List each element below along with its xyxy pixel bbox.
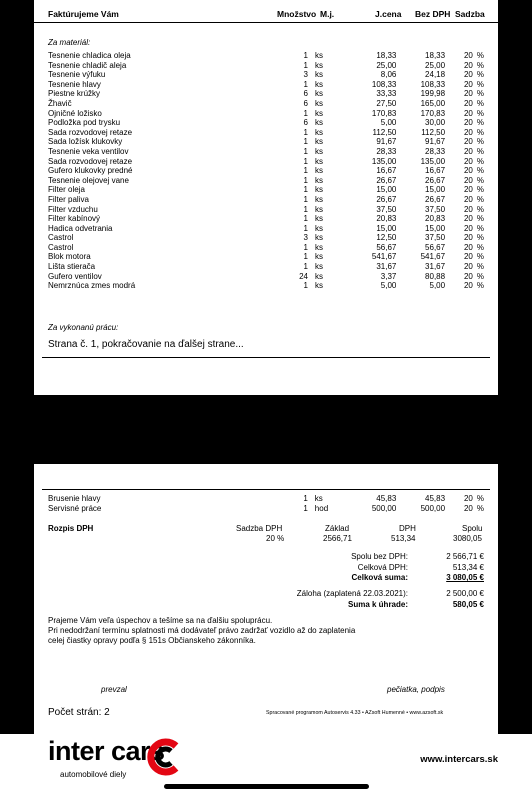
item-name: Tesnenie veka ventilov <box>48 146 129 156</box>
item-unit: ks <box>314 79 323 89</box>
page-divider <box>42 357 490 358</box>
item-unit: ks <box>314 70 323 80</box>
item-percent-sign: % <box>476 118 484 128</box>
item-unit: ks <box>314 252 323 262</box>
deposit-value: 2 500,00 € <box>446 589 484 598</box>
item-percent-sign: % <box>476 60 484 70</box>
item-total: 15,00 <box>425 185 446 195</box>
item-vat-rate: 20 <box>463 242 473 252</box>
vat-total-label: Spolu <box>462 524 483 533</box>
item-total: 20,83 <box>425 214 446 224</box>
item-unit-price: 20,83 <box>376 214 397 224</box>
item-total: 80,88 <box>425 271 446 281</box>
item-name: Tesnenie výfuku <box>48 70 106 80</box>
item-quantity: 1 <box>303 79 308 89</box>
item-unit: ks <box>314 127 323 137</box>
item-name: Podložka pod trysku <box>48 118 121 128</box>
vat-base-label: Základ <box>325 524 350 533</box>
item-vat-rate: 20 <box>463 60 473 70</box>
header-unit-price: J.cena <box>375 9 402 19</box>
table-row <box>48 205 484 215</box>
item-name: Nemrznúca zmes modrá <box>48 281 136 291</box>
item-quantity: 3 <box>303 233 308 243</box>
table-row <box>48 195 484 205</box>
subtotal-label: Spolu bez DPH: <box>351 552 408 561</box>
item-vat-rate: 20 <box>463 233 473 243</box>
header-unit: M.j. <box>320 9 335 19</box>
subtotal-value: 2 566,71 € <box>446 552 484 561</box>
table-row <box>48 224 484 234</box>
vat-total-value: 3080,05 <box>453 534 482 543</box>
continuation-note: Strana č. 1, pokračovanie na ďalšej strane... <box>48 339 244 350</box>
table-row <box>48 89 484 99</box>
table-row <box>48 166 484 176</box>
item-name: Tesnenie olejovej vane <box>48 175 129 185</box>
table-row <box>48 176 484 186</box>
item-percent-sign: % <box>476 175 484 185</box>
item-name: Gufero klukovky predné <box>48 166 133 176</box>
item-total: 541,67 <box>420 252 446 262</box>
item-vat-rate: 20 <box>463 51 473 60</box>
item-unit: ks <box>314 223 323 233</box>
item-unit: ks <box>314 137 323 147</box>
item-unit-price: 15,00 <box>376 223 397 233</box>
item-vat-rate: 20 <box>463 118 473 128</box>
vat-rate-value: 20 % <box>266 534 285 543</box>
message-line-3: celej čiastky opravy podľa § 151s Občianskeho zákonníka. <box>48 636 256 645</box>
header-description: Faktúrujeme Vám <box>48 9 119 19</box>
item-vat-rate: 20 <box>463 156 473 166</box>
item-total: 91,67 <box>425 137 446 147</box>
item-quantity: 6 <box>303 98 308 108</box>
item-quantity: 1 <box>303 242 308 252</box>
item-percent-sign: % <box>476 51 484 60</box>
item-percent-sign: % <box>476 503 484 513</box>
item-unit-price: 45,83 <box>376 494 397 503</box>
work-label: Za vykonanú prácu: <box>48 323 119 332</box>
item-quantity: 1 <box>303 137 308 147</box>
item-quantity: 1 <box>303 281 308 291</box>
item-name: Piestne krúžky <box>48 89 101 99</box>
vat-base-value: 2566,71 <box>323 534 352 543</box>
item-percent-sign: % <box>476 146 484 156</box>
page-count: Počet strán: 2 <box>48 707 110 718</box>
vat-rate-label: Sadzba DPH <box>236 524 283 533</box>
item-unit: ks <box>314 494 323 503</box>
item-percent-sign: % <box>476 281 484 291</box>
item-unit-price: 31,67 <box>376 262 397 272</box>
header-without-vat: Bez DPH <box>415 9 451 19</box>
item-vat-rate: 20 <box>463 281 473 291</box>
item-quantity: 1 <box>303 262 308 272</box>
item-vat-rate: 20 <box>463 175 473 185</box>
materials-table <box>48 51 484 291</box>
stamp-signature-label: pečiatka, podpis <box>387 685 445 694</box>
item-vat-rate: 20 <box>463 503 473 513</box>
item-unit-price: 500,00 <box>371 503 397 513</box>
item-percent-sign: % <box>476 156 484 166</box>
materials-label: Za materiál: <box>48 38 91 47</box>
home-indicator[interactable] <box>164 784 369 789</box>
item-quantity: 1 <box>303 185 308 195</box>
item-percent-sign: % <box>476 194 484 204</box>
item-unit-price: 3,37 <box>380 271 397 281</box>
item-vat-rate: 20 <box>463 185 473 195</box>
item-unit-price: 18,33 <box>376 51 397 60</box>
table-row <box>48 51 484 61</box>
item-unit: ks <box>314 146 323 156</box>
item-unit: ks <box>314 60 323 70</box>
item-unit-price: 12,50 <box>376 233 397 243</box>
item-total: 37,50 <box>425 204 446 214</box>
item-quantity: 1 <box>303 194 308 204</box>
item-percent-sign: % <box>476 108 484 118</box>
item-name: Ojničné ložisko <box>48 108 102 118</box>
item-unit-price: 91,67 <box>376 137 397 147</box>
table-row <box>48 137 484 147</box>
item-name: Brusenie hlavy <box>48 494 101 503</box>
item-unit-price: 28,33 <box>376 146 397 156</box>
item-unit-price: 170,83 <box>371 108 397 118</box>
grand-total-label: Celková suma: <box>351 573 408 582</box>
item-percent-sign: % <box>476 89 484 99</box>
item-unit-price: 25,00 <box>376 60 397 70</box>
item-quantity: 1 <box>303 166 308 176</box>
item-total: 37,50 <box>425 233 446 243</box>
amount-due-value: 580,05 € <box>452 600 484 609</box>
item-percent-sign: % <box>476 223 484 233</box>
item-vat-rate: 20 <box>463 137 473 147</box>
deposit-label: Záloha (zaplatená 22.03.2021): <box>296 589 408 598</box>
item-percent-sign: % <box>476 494 484 503</box>
table-row <box>48 128 484 138</box>
item-quantity: 1 <box>303 503 308 513</box>
intercars-logo-subtitle: automobilové diely <box>60 770 127 779</box>
item-vat-rate: 20 <box>463 271 473 281</box>
item-unit: ks <box>314 271 323 281</box>
item-total: 135,00 <box>420 156 446 166</box>
item-name: Blok motora <box>48 252 91 262</box>
bazos-watermark: @ Bazos.sk <box>398 772 468 787</box>
item-name: Lišta stierača <box>48 262 96 272</box>
item-name: Tesnenie hlavy <box>48 79 101 89</box>
item-unit-price: 16,67 <box>376 166 397 176</box>
item-quantity: 1 <box>303 127 308 137</box>
item-quantity: 3 <box>303 70 308 80</box>
table-row <box>48 80 484 90</box>
item-percent-sign: % <box>476 214 484 224</box>
item-percent-sign: % <box>476 70 484 80</box>
table-row <box>48 233 484 243</box>
item-vat-rate: 20 <box>463 127 473 137</box>
table-row <box>48 118 484 128</box>
item-name: Castrol <box>48 242 74 252</box>
item-vat-rate: 20 <box>463 194 473 204</box>
item-unit-price: 5,00 <box>380 281 397 291</box>
item-vat-rate: 20 <box>463 79 473 89</box>
item-percent-sign: % <box>476 242 484 252</box>
item-quantity: 6 <box>303 118 308 128</box>
item-percent-sign: % <box>476 252 484 262</box>
item-name: Sada ložísk klukovky <box>48 137 123 147</box>
vat-amount-label: DPH <box>399 524 416 533</box>
item-percent-sign: % <box>476 271 484 281</box>
item-quantity: 1 <box>303 252 308 262</box>
item-quantity: 1 <box>303 204 308 214</box>
item-vat-rate: 20 <box>463 214 473 224</box>
item-vat-rate: 20 <box>463 98 473 108</box>
item-total: 45,83 <box>425 494 446 503</box>
item-vat-rate: 20 <box>463 204 473 214</box>
item-unit-price: 135,00 <box>371 156 397 166</box>
item-total: 25,00 <box>425 60 446 70</box>
item-unit-price: 108,33 <box>371 79 397 89</box>
item-name: Filter vzduchu <box>48 204 98 214</box>
item-unit-price: 27,50 <box>376 98 397 108</box>
item-percent-sign: % <box>476 79 484 89</box>
item-unit: ks <box>314 166 323 176</box>
item-vat-rate: 20 <box>463 262 473 272</box>
header-quantity: Množstvo <box>277 9 317 19</box>
table-row <box>48 494 484 504</box>
item-name: Tesnenie chladič aleja <box>48 60 127 70</box>
item-unit-price: 5,00 <box>380 118 397 128</box>
item-vat-rate: 20 <box>463 89 473 99</box>
item-name: Filter oleja <box>48 185 85 195</box>
table-row <box>48 272 484 282</box>
table-row <box>48 262 484 272</box>
item-quantity: 1 <box>303 156 308 166</box>
item-total: 199,98 <box>420 89 446 99</box>
item-name: Castrol <box>48 233 74 243</box>
item-quantity: 1 <box>303 223 308 233</box>
item-unit-price: 26,67 <box>376 194 397 204</box>
item-total: 15,00 <box>425 223 446 233</box>
item-unit-price: 26,67 <box>376 175 397 185</box>
item-total: 26,67 <box>425 175 446 185</box>
intercars-logo-icon <box>146 738 184 776</box>
software-credit: Spracované programom Autoservis 4.33 • AZsoft Humenné • www.azsoft.sk <box>266 710 444 716</box>
item-total: 108,33 <box>420 79 446 89</box>
invoice-page-1 <box>34 0 498 395</box>
item-unit: ks <box>314 194 323 204</box>
item-unit-price: 15,00 <box>376 185 397 195</box>
table-row <box>48 70 484 80</box>
table-row <box>48 252 484 262</box>
item-name: Žhavič <box>48 98 72 108</box>
table-row <box>48 243 484 253</box>
item-percent-sign: % <box>476 166 484 176</box>
item-unit: ks <box>314 98 323 108</box>
item-name: Hadica odvetrania <box>48 223 113 233</box>
item-vat-rate: 20 <box>463 494 473 503</box>
item-unit-price: 33,33 <box>376 89 397 99</box>
item-unit: ks <box>314 108 323 118</box>
item-total: 30,00 <box>425 118 446 128</box>
item-unit: ks <box>314 175 323 185</box>
item-quantity: 1 <box>303 175 308 185</box>
item-vat-rate: 20 <box>463 146 473 156</box>
table-row <box>48 214 484 224</box>
work-table <box>48 494 484 513</box>
item-total: 56,67 <box>425 242 446 252</box>
item-percent-sign: % <box>476 127 484 137</box>
amount-due-label: Suma k úhrade: <box>347 600 408 609</box>
item-quantity: 1 <box>303 60 308 70</box>
item-total: 28,33 <box>425 146 446 156</box>
item-percent-sign: % <box>476 98 484 108</box>
item-unit: ks <box>314 185 323 195</box>
item-unit: ks <box>314 118 323 128</box>
item-percent-sign: % <box>476 233 484 243</box>
item-quantity: 1 <box>303 214 308 224</box>
item-quantity: 24 <box>299 271 308 281</box>
item-name: Filter kabínový <box>48 214 101 224</box>
item-name: Servisné práce <box>48 503 102 513</box>
table-row <box>48 281 484 291</box>
item-unit: hod <box>314 503 329 513</box>
item-name: Gufero ventilov <box>48 271 102 281</box>
item-unit: ks <box>314 242 323 252</box>
items-table-header <box>34 0 498 23</box>
item-unit: ks <box>314 233 323 243</box>
item-percent-sign: % <box>476 204 484 214</box>
top-divider <box>42 489 490 490</box>
table-row <box>48 109 484 119</box>
message-line-1: Prajeme Vám veľa úspechov a tešíme sa na ďalšiu spoluprácu. <box>48 616 273 625</box>
item-name: Filter paliva <box>48 194 89 204</box>
invoice-page-2 <box>34 464 498 734</box>
message-line-2: Pri nedodržaní termínu splatnosti má dodávateľ právo zadržať vozidlo až do zaplatenia <box>48 626 356 635</box>
item-total: 5,00 <box>429 281 446 291</box>
item-unit: ks <box>314 51 323 60</box>
item-total: 18,33 <box>425 51 446 60</box>
table-row <box>48 504 484 514</box>
item-unit-price: 8,06 <box>380 70 397 80</box>
total-vat-label: Celková DPH: <box>357 563 408 572</box>
item-total: 165,00 <box>420 98 446 108</box>
item-quantity: 6 <box>303 89 308 99</box>
item-vat-rate: 20 <box>463 223 473 233</box>
item-name: Sada rozvodovej retaze <box>48 156 133 166</box>
item-unit: ks <box>314 281 323 291</box>
item-quantity: 1 <box>303 494 308 503</box>
website-link[interactable]: www.intercars.sk <box>420 754 498 765</box>
item-quantity: 1 <box>303 146 308 156</box>
item-unit: ks <box>314 156 323 166</box>
vat-breakdown-title: Rozpis DPH <box>48 524 94 533</box>
intercars-logo-text: inter cars <box>48 736 165 766</box>
item-vat-rate: 20 <box>463 70 473 80</box>
item-name: Tesnenie chladica oleja <box>48 51 131 60</box>
item-unit-price: 37,50 <box>376 204 397 214</box>
item-percent-sign: % <box>476 262 484 272</box>
item-vat-rate: 20 <box>463 252 473 262</box>
item-percent-sign: % <box>476 137 484 147</box>
item-vat-rate: 20 <box>463 108 473 118</box>
item-unit-price: 56,67 <box>376 242 397 252</box>
table-row <box>48 99 484 109</box>
item-unit: ks <box>314 204 323 214</box>
header-vat-rate: Sadzba <box>455 9 485 19</box>
item-total: 170,83 <box>420 108 446 118</box>
item-unit: ks <box>314 214 323 224</box>
grand-total-value: 3 080,05 € <box>446 573 484 582</box>
item-total: 31,67 <box>425 262 446 272</box>
item-total: 16,67 <box>425 166 446 176</box>
item-unit: ks <box>314 262 323 272</box>
item-quantity: 1 <box>303 51 308 60</box>
table-row <box>48 157 484 167</box>
item-unit: ks <box>314 89 323 99</box>
item-percent-sign: % <box>476 185 484 195</box>
item-quantity: 1 <box>303 108 308 118</box>
table-row <box>48 147 484 157</box>
total-vat-value: 513,34 € <box>452 563 484 572</box>
received-by-label: prevzal <box>101 685 127 694</box>
item-unit-price: 112,50 <box>372 127 397 137</box>
item-unit-price: 541,67 <box>371 252 397 262</box>
item-name: Sada rozvodovej retaze <box>48 127 133 137</box>
item-total: 24,18 <box>425 70 446 80</box>
table-row <box>48 185 484 195</box>
table-row <box>48 61 484 71</box>
item-vat-rate: 20 <box>463 166 473 176</box>
vat-amount-value: 513,34 <box>391 534 416 543</box>
item-total: 500,00 <box>420 503 446 513</box>
item-total: 26,67 <box>425 194 446 204</box>
item-total: 112,50 <box>421 127 446 137</box>
